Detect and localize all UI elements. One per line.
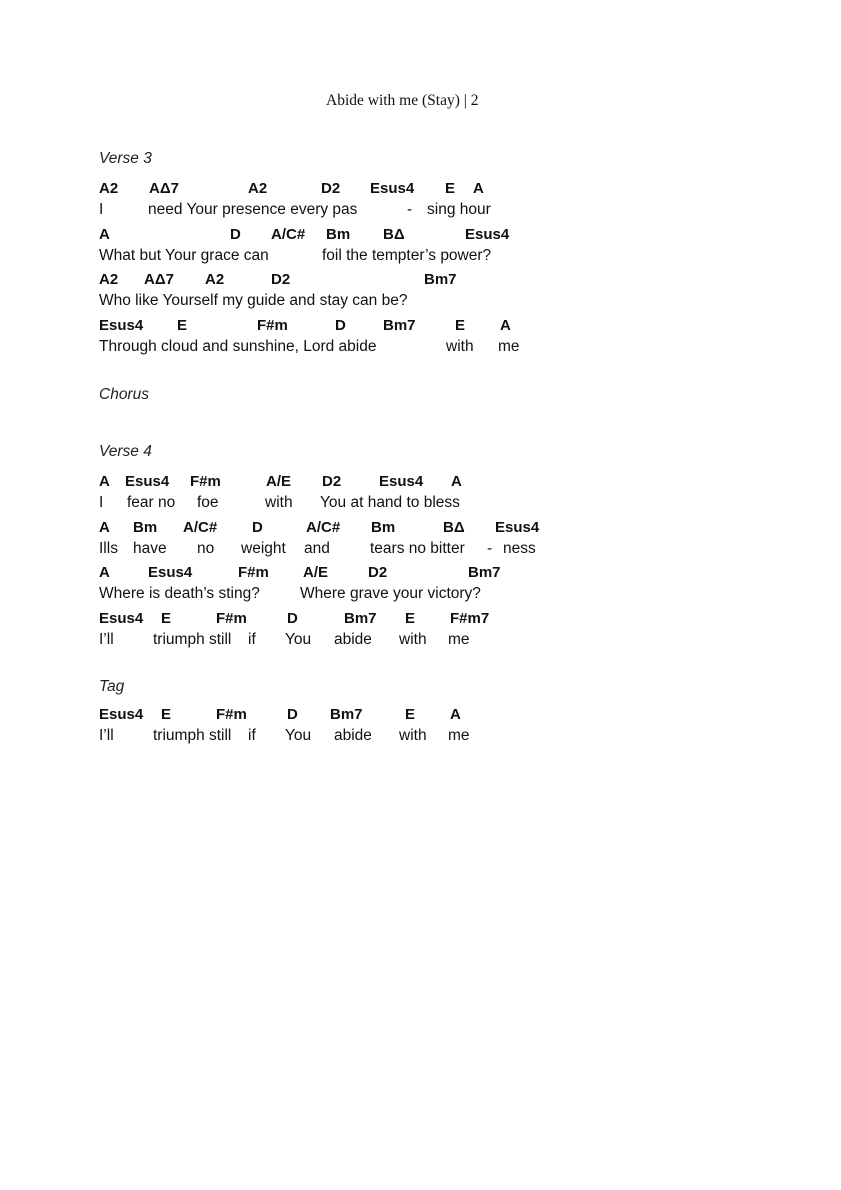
chord: BΔ (443, 519, 465, 536)
chord: BΔ (383, 226, 405, 243)
lyric: triumph still (153, 631, 232, 648)
lyric: with (399, 727, 427, 744)
chord-line (99, 610, 799, 630)
lyric: I (99, 494, 104, 511)
lyric: me (448, 727, 470, 744)
chord: F#m (216, 610, 247, 627)
lyric-line (99, 201, 799, 221)
lyric-line (99, 292, 799, 312)
lyric-line (99, 247, 799, 267)
lyric: You (285, 631, 312, 648)
chord: Esus4 (99, 706, 144, 723)
lyric: ness (503, 540, 536, 557)
lyric: foil the tempter’s power? (322, 247, 492, 264)
chord-line (99, 519, 799, 539)
chord-line (99, 473, 799, 493)
chord: A/E (266, 473, 292, 490)
chord: A2 (99, 271, 119, 288)
lyric: Who like Yourself my guide and stay can be? (99, 292, 408, 309)
section-title: Verse 4 (99, 443, 152, 460)
chord: D2 (368, 564, 388, 581)
lyric: with (446, 338, 474, 355)
chord-line (99, 706, 799, 726)
lyric: with (399, 631, 427, 648)
chord: Esus4 (495, 519, 540, 536)
chord: A2 (248, 180, 268, 197)
chord: A/C# (306, 519, 341, 536)
chord: D (230, 226, 241, 243)
lyric: no (197, 540, 215, 557)
chord: E (161, 610, 172, 627)
chord: A (99, 519, 110, 536)
lyric: and (304, 540, 330, 557)
page-header-title: Abide with me (Stay) | 2 (326, 92, 479, 109)
lyric-line (99, 494, 799, 514)
chord: A2 (99, 180, 119, 197)
lyric: if (248, 631, 256, 648)
chord: A (99, 564, 110, 581)
chord: AΔ7 (149, 180, 179, 197)
lyric: me (498, 338, 520, 355)
chord: D2 (321, 180, 341, 197)
chord: E (445, 180, 456, 197)
lyric: I’ll (99, 727, 114, 744)
section-title: Chorus (99, 386, 149, 403)
lyric: I’ll (99, 631, 114, 648)
chord: A/C# (183, 519, 218, 536)
chord: Bm7 (424, 271, 457, 288)
chord: Esus4 (99, 610, 144, 627)
lyric: What but Your grace can (99, 247, 269, 264)
chord: F#m (190, 473, 221, 490)
chord: E (455, 317, 466, 334)
lyric: Ills (99, 540, 118, 557)
chord: E (161, 706, 172, 723)
lyric: sing hour (427, 201, 491, 218)
chord: Esus4 (125, 473, 170, 490)
chord: F#m (238, 564, 269, 581)
chord: F#m (216, 706, 247, 723)
lyric-line (99, 631, 799, 651)
lyric: Where grave your victory? (300, 585, 481, 602)
lyric-line (99, 338, 799, 358)
lyric: abide (334, 631, 372, 648)
lyric: abide (334, 727, 372, 744)
chord: A (473, 180, 484, 197)
chord: A (500, 317, 511, 334)
chord: Bm7 (344, 610, 377, 627)
chord: Esus4 (465, 226, 510, 243)
chord: Esus4 (370, 180, 415, 197)
chord: Esus4 (379, 473, 424, 490)
chord: A (99, 473, 110, 490)
lyric: fear no (127, 494, 176, 511)
chord: E (405, 610, 416, 627)
lyric: have (133, 540, 167, 557)
chord: Esus4 (148, 564, 193, 581)
chord: Bm7 (468, 564, 501, 581)
lyric: tears no bitter (370, 540, 465, 557)
chord-line (99, 317, 799, 337)
chord: Bm (133, 519, 158, 536)
lyric: You at hand to bless (320, 494, 460, 511)
chord-line (99, 271, 799, 291)
chord: Esus4 (99, 317, 144, 334)
lyric: foe (197, 494, 219, 511)
chord: D (287, 706, 298, 723)
lyric: triumph still (153, 727, 232, 744)
chord-line (99, 226, 799, 246)
chord: Bm7 (383, 317, 416, 334)
lyric: me (448, 631, 470, 648)
lyric: if (248, 727, 256, 744)
chord: D2 (322, 473, 342, 490)
chord: E (177, 317, 188, 334)
lyric-line (99, 540, 799, 560)
chord-line (99, 564, 799, 584)
chord: A (450, 706, 461, 723)
chord: Bm (371, 519, 396, 536)
chord: F#m7 (450, 610, 490, 627)
chord: D (252, 519, 263, 536)
lyric: I (99, 201, 104, 218)
chord: A/C# (271, 226, 306, 243)
section-title: Tag (99, 678, 125, 695)
chord: D (335, 317, 346, 334)
lyric: weight (241, 540, 286, 557)
lyric-line (99, 585, 799, 605)
chord: D2 (271, 271, 291, 288)
chord: A (451, 473, 462, 490)
chord: F#m (257, 317, 288, 334)
lyric: - (487, 540, 493, 557)
chord: AΔ7 (144, 271, 174, 288)
chord: Bm7 (330, 706, 363, 723)
chord: A (99, 226, 110, 243)
lyric-line (99, 727, 799, 747)
chord: A2 (205, 271, 225, 288)
chord: Bm (326, 226, 351, 243)
chord: D (287, 610, 298, 627)
lyric: Through cloud and sunshine, Lord abide (99, 338, 377, 355)
chord: E (405, 706, 416, 723)
lyric: with (265, 494, 293, 511)
chord: A/E (303, 564, 329, 581)
lyric: Where is death’s sting? (99, 585, 260, 602)
lyric: - (407, 201, 413, 218)
section-title: Verse 3 (99, 150, 152, 167)
chord-line (99, 180, 799, 200)
lyric: need Your presence every pas (148, 201, 358, 218)
lyric: You (285, 727, 312, 744)
